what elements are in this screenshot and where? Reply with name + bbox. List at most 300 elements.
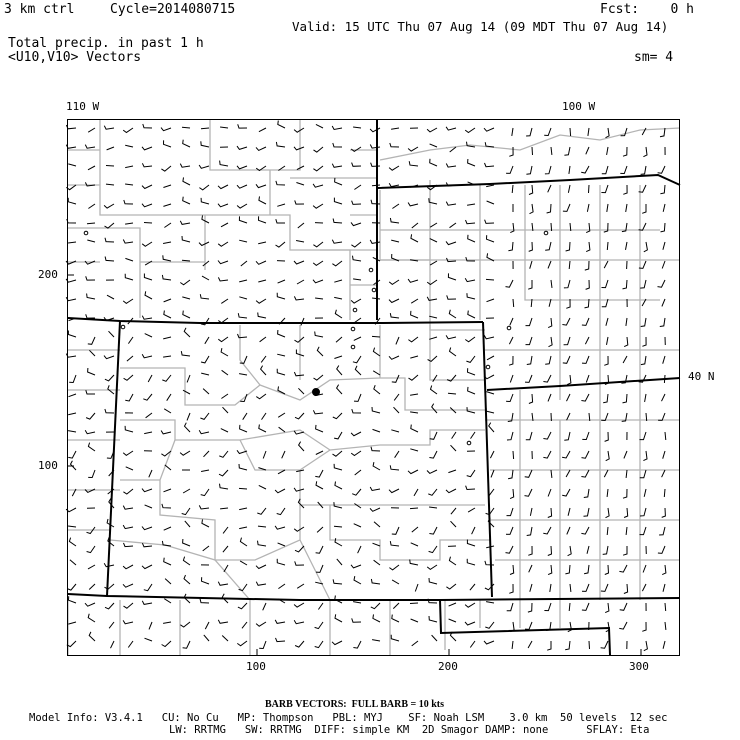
wind-barb: [351, 147, 361, 151]
wind-barb: [223, 407, 229, 413]
wind-barb: [465, 603, 475, 607]
wind-barb: [199, 505, 209, 509]
wind-barb: [352, 163, 361, 167]
wind-barb: [468, 368, 476, 375]
wind-barb: [298, 499, 304, 508]
wind-barb: [507, 508, 514, 516]
wind-barb: [355, 470, 361, 475]
wind-barb: [352, 489, 361, 495]
wind-barb: [472, 527, 475, 534]
wind-barb: [411, 311, 418, 318]
wind-barb: [69, 538, 76, 546]
wind-barb: [389, 489, 399, 493]
wind-barb: [162, 541, 171, 546]
wind-barb: [183, 197, 190, 204]
wind-barb: [278, 121, 285, 128]
wind-barb: [373, 543, 381, 546]
wind-barb: [567, 394, 571, 401]
wind-barb: [295, 413, 304, 419]
wind-barb: [277, 204, 285, 206]
wind-barb: [316, 451, 323, 455]
wind-barb: [371, 163, 380, 167]
wind-barb: [258, 280, 266, 282]
wind-barb: [548, 489, 551, 497]
wind-barb: [468, 159, 475, 166]
wind-barb: [239, 374, 247, 375]
wind-barb: [449, 619, 456, 622]
wind-barb: [67, 584, 76, 590]
wind-barb: [142, 242, 152, 246]
wind-barb: [465, 337, 475, 342]
model-info-line2: LW: RRTMG SW: RRTMG DIFF: simple KM 2D Smagor DAMP: none SFLAY: Eta: [169, 724, 650, 736]
wind-barb: [658, 166, 665, 173]
wind-barb: [448, 393, 456, 394]
wind-barb: [543, 451, 551, 458]
wind-barb: [602, 166, 608, 174]
wind-barb: [465, 278, 475, 281]
wind-barb: [354, 394, 361, 401]
wind-barb: [218, 261, 228, 264]
wind-barb: [69, 375, 76, 383]
wind-barb: [506, 546, 514, 553]
wind-barb: [548, 546, 552, 556]
wind-barb: [262, 413, 267, 420]
wind-barb: [645, 394, 646, 402]
wind-barb: [430, 223, 437, 227]
wind-barb: [567, 375, 571, 385]
wind-barb: [125, 166, 133, 168]
wind-barb: [564, 147, 570, 155]
wind-barb: [626, 470, 627, 478]
wind-barb: [562, 451, 570, 458]
wind-barb: [449, 557, 456, 565]
wind-barb: [277, 354, 285, 356]
wind-barb: [372, 407, 380, 413]
wind-barb: [218, 242, 228, 246]
wind-barb: [239, 297, 247, 299]
wind-barb: [68, 431, 76, 432]
wind-barb: [410, 603, 418, 604]
wind-barb: [585, 337, 589, 344]
wind-barb: [88, 368, 95, 375]
wind-barb: [294, 128, 304, 132]
wind-barb: [374, 385, 380, 394]
wind-barb: [221, 394, 228, 399]
wind-barb: [199, 185, 209, 190]
wind-barb: [126, 467, 133, 470]
wind-barb: [390, 541, 399, 546]
wind-barb: [658, 546, 665, 553]
wind-barb: [642, 622, 646, 631]
wind-barb: [142, 565, 152, 569]
wind-barb: [123, 620, 133, 623]
wind-barb: [491, 470, 494, 477]
map-frame: [68, 120, 680, 656]
wind-barb: [446, 127, 456, 130]
wind-barb: [125, 394, 133, 401]
wind-barb: [411, 234, 418, 242]
wind-barb: [332, 240, 342, 244]
wind-barb: [606, 622, 610, 632]
wind-barb: [602, 280, 609, 288]
wind-barb: [200, 294, 209, 299]
wind-barb: [604, 470, 608, 477]
wind-barb: [510, 565, 514, 575]
wind-barb: [256, 184, 266, 187]
wind-barb: [486, 279, 494, 280]
wind-barb: [149, 470, 152, 477]
wind-barb: [624, 584, 628, 594]
wind-barb: [446, 489, 456, 493]
wind-barb: [204, 635, 209, 641]
wind-barb: [470, 584, 475, 590]
model-info-line1: Model Info: V3.4.1 CU: No Cu MP: Thompson PBL: MYJ SF: Noah LSM 3.0 km 50 levels 12 sec: [29, 712, 668, 724]
wind-barb: [218, 337, 228, 342]
wind-barb: [410, 394, 418, 395]
wind-barb: [351, 432, 361, 436]
wind-barb: [389, 183, 399, 186]
wind-barb: [164, 527, 171, 530]
wind-barb: [642, 128, 646, 135]
wind-barb: [642, 584, 646, 591]
wind-barb: [315, 298, 323, 299]
wind-barb: [507, 432, 513, 440]
wind-barb: [313, 261, 323, 265]
wind-barb: [202, 519, 209, 527]
wind-barb: [605, 565, 609, 575]
wind-barb: [220, 127, 228, 128]
wind-barb: [68, 526, 76, 527]
wind-barb: [354, 318, 361, 323]
wind-barb: [466, 356, 475, 362]
wind-barb: [199, 242, 209, 246]
wind-barb: [623, 356, 627, 363]
wind-barb: [584, 508, 590, 516]
wind-barb: [370, 145, 380, 149]
wind-barb: [665, 603, 666, 611]
wind-barb: [562, 489, 570, 496]
wind-barb: [238, 124, 247, 128]
lon-label-110w: 110 W: [66, 100, 100, 113]
wind-barb: [89, 350, 95, 356]
wind-barb: [295, 561, 304, 565]
wind-barb: [125, 184, 133, 185]
wind-barb: [104, 204, 114, 208]
wind-barb: [185, 521, 190, 527]
wind-barb: [218, 204, 228, 207]
wind-barb: [626, 242, 628, 250]
wind-barb: [371, 603, 380, 609]
wind-barb: [409, 161, 418, 166]
wind-barb: [663, 204, 665, 212]
wind-barb: [164, 599, 171, 603]
wind-barb: [530, 261, 532, 269]
precip-dots: [84, 231, 548, 445]
wind-barb: [296, 183, 304, 186]
wind-barb: [607, 204, 608, 212]
wind-barb: [448, 470, 456, 473]
wind-barb: [239, 280, 247, 282]
wind-barb: [389, 299, 399, 303]
wind-barb: [529, 565, 532, 572]
wind-barb: [569, 166, 570, 174]
wind-barb: [68, 164, 76, 166]
wind-barb: [238, 603, 247, 609]
wind-barb: [275, 526, 285, 529]
wind-barb: [240, 538, 247, 546]
wind-barb: [513, 299, 514, 307]
wind-barb: [164, 489, 172, 492]
wind-barb: [664, 375, 665, 383]
wind-barb: [589, 185, 590, 193]
wind-barb: [526, 318, 533, 326]
wind-barb: [619, 622, 627, 629]
wind-barb: [279, 427, 285, 432]
wind-barb: [586, 280, 590, 289]
wind-barb: [276, 181, 285, 185]
wind-barb: [143, 394, 152, 400]
wind-barb: [448, 273, 456, 280]
wind-barb: [526, 166, 532, 174]
wind-barb: [665, 432, 666, 440]
wind-barb: [125, 426, 133, 432]
wind-barb: [164, 558, 171, 565]
wind-barb: [88, 443, 95, 451]
wind-barb: [276, 638, 286, 642]
wind-barb: [183, 140, 190, 147]
wind-barb: [429, 578, 437, 584]
wind-barb: [164, 223, 171, 228]
wind-barb: [163, 255, 171, 261]
wind-barb: [489, 423, 494, 432]
wind-barb: [485, 163, 495, 167]
wind-barb: [278, 543, 285, 546]
wind-barb: [183, 311, 190, 318]
wind-barb: [352, 409, 361, 413]
wind-barb: [181, 351, 190, 356]
wind-barb: [604, 223, 608, 232]
wind-barb: [353, 256, 362, 261]
wind-barb: [486, 185, 494, 187]
wind-barb: [162, 275, 171, 280]
wind-barb: [408, 203, 418, 206]
wind-barb: [658, 413, 665, 420]
wind-barb: [256, 394, 266, 399]
wind-barb: [68, 198, 76, 204]
wind-barb: [149, 622, 152, 629]
wind-barb: [221, 223, 228, 227]
wind-barb: [543, 432, 551, 439]
wind-barb: [334, 280, 342, 282]
wind-barb: [145, 291, 152, 299]
wind-barb: [201, 356, 209, 363]
wind-barb: [239, 240, 247, 242]
wind-barb: [316, 481, 323, 489]
wind-barb: [586, 242, 590, 252]
wind-barb: [124, 603, 134, 608]
wind-barb: [620, 166, 627, 174]
wind-barb: [640, 280, 646, 288]
wind-barb: [199, 165, 209, 168]
wind-barb: [313, 184, 323, 187]
wind-barb: [183, 390, 190, 394]
wind-barb: [370, 240, 380, 244]
wind-barb: [332, 164, 342, 168]
wind-barb: [334, 432, 342, 439]
wind-barb: [294, 296, 304, 300]
wind-barb: [429, 616, 437, 622]
wind-barb: [510, 489, 514, 499]
wind-barb: [427, 128, 437, 132]
wind-barb: [565, 565, 570, 574]
wind-barb: [371, 200, 380, 204]
wind-barb: [526, 432, 532, 440]
wind-barb: [203, 546, 209, 551]
wind-barb: [276, 242, 286, 247]
wind-barb: [278, 330, 285, 337]
wind-barb: [528, 280, 532, 289]
wind-barb: [581, 166, 589, 173]
wind-barb: [468, 508, 475, 512]
wind-barb: [68, 331, 76, 338]
wind-barb: [427, 280, 437, 285]
wind-barb: [410, 412, 418, 413]
wind-barb: [164, 311, 171, 319]
wind-barb: [389, 280, 399, 284]
wind-barb: [486, 407, 494, 413]
wind-barb: [449, 603, 456, 606]
wind-barb: [144, 432, 152, 434]
wind-barb: [163, 185, 171, 188]
wind-barb: [467, 470, 475, 477]
wind-barb: [239, 584, 247, 591]
wind-barb: [256, 299, 266, 303]
wind-barb: [353, 279, 361, 280]
wind-barb: [607, 242, 608, 250]
wind-barb: [487, 201, 494, 204]
wind-barb: [142, 185, 152, 189]
wind-barb: [623, 185, 627, 194]
wind-barb: [485, 561, 494, 565]
wind-barb: [662, 394, 666, 401]
wind-barb: [466, 220, 476, 224]
wind-barb: [261, 356, 266, 362]
wind-barb: [183, 177, 190, 185]
wind-barb: [373, 614, 380, 622]
wind-barb: [109, 622, 114, 628]
wind-barb: [333, 579, 342, 584]
wind-barb: [124, 375, 133, 380]
wind-barb: [510, 318, 513, 325]
wind-barb: [200, 413, 209, 419]
wind-barb: [314, 147, 324, 152]
wind-barb: [258, 313, 266, 319]
wind-barb: [334, 464, 342, 470]
wind-barb: [237, 146, 247, 149]
wind-barb: [105, 409, 114, 413]
wind-barb: [142, 354, 152, 358]
wind-barb: [144, 584, 152, 591]
field-title-vectors: <U10,V10> Vectors: [8, 50, 142, 65]
wind-barb: [334, 526, 342, 527]
wind-barb: [146, 413, 152, 418]
wind-barb: [241, 261, 247, 266]
wind-barb: [123, 451, 133, 455]
wind-barb: [551, 280, 552, 288]
wind-barb: [123, 584, 133, 587]
wind-barb: [370, 487, 380, 491]
wind-barb: [529, 185, 533, 195]
wind-barb: [485, 622, 494, 628]
wind-barb: [70, 560, 76, 565]
wind-barb: [396, 337, 399, 344]
wind-barb: [548, 508, 552, 518]
wind-barb: [256, 582, 266, 586]
x-tick-300: 300: [629, 660, 649, 673]
wind-barb: [203, 389, 209, 394]
wind-barb: [88, 614, 95, 622]
wind-barb: [85, 145, 95, 149]
wind-barb: [584, 565, 589, 574]
wind-barb: [353, 356, 361, 363]
wind-barb: [411, 299, 418, 303]
wind-barb: [124, 543, 134, 547]
wind-barb: [606, 451, 610, 461]
wind-barb: [663, 356, 665, 364]
wind-barb: [333, 413, 342, 419]
wind-barb: [148, 375, 152, 382]
wind-barb: [237, 166, 247, 169]
wind-barb: [584, 489, 589, 498]
wind-barb: [581, 527, 589, 534]
wind-barb: [313, 166, 323, 171]
wind-barb: [389, 356, 399, 359]
wind-barb: [105, 223, 115, 228]
wind-barb: [218, 185, 228, 189]
wind-barb: [408, 147, 418, 151]
wind-barb: [512, 128, 513, 136]
wind-barb: [221, 429, 228, 432]
wind-barb: [606, 128, 610, 138]
wind-barb: [390, 218, 399, 223]
wind-barb: [88, 128, 95, 132]
wind-barb: [582, 318, 589, 325]
wind-barb: [221, 348, 228, 356]
wind-barb: [68, 413, 76, 415]
wind-barb: [353, 602, 361, 603]
wind-barb: [144, 274, 152, 281]
wind-barb: [337, 366, 342, 376]
wind-barb: [606, 318, 608, 326]
wind-barb: [314, 375, 324, 380]
wind-barb: [589, 641, 590, 649]
wind-barb: [221, 299, 228, 303]
wind-barb: [640, 508, 646, 516]
wind-barb: [259, 196, 266, 204]
wind-barb: [182, 260, 190, 261]
wind-barb: [237, 204, 247, 208]
wind-barb: [142, 489, 152, 492]
wind-barb: [165, 579, 171, 584]
wind-barb: [222, 370, 228, 375]
wind-barb: [85, 430, 95, 433]
wind-barb: [69, 394, 77, 397]
wind-barb: [450, 223, 457, 228]
wind-barb: [204, 451, 210, 457]
wind-barb: [545, 242, 551, 250]
wind-barb: [88, 470, 95, 478]
wind-barb: [412, 641, 418, 646]
